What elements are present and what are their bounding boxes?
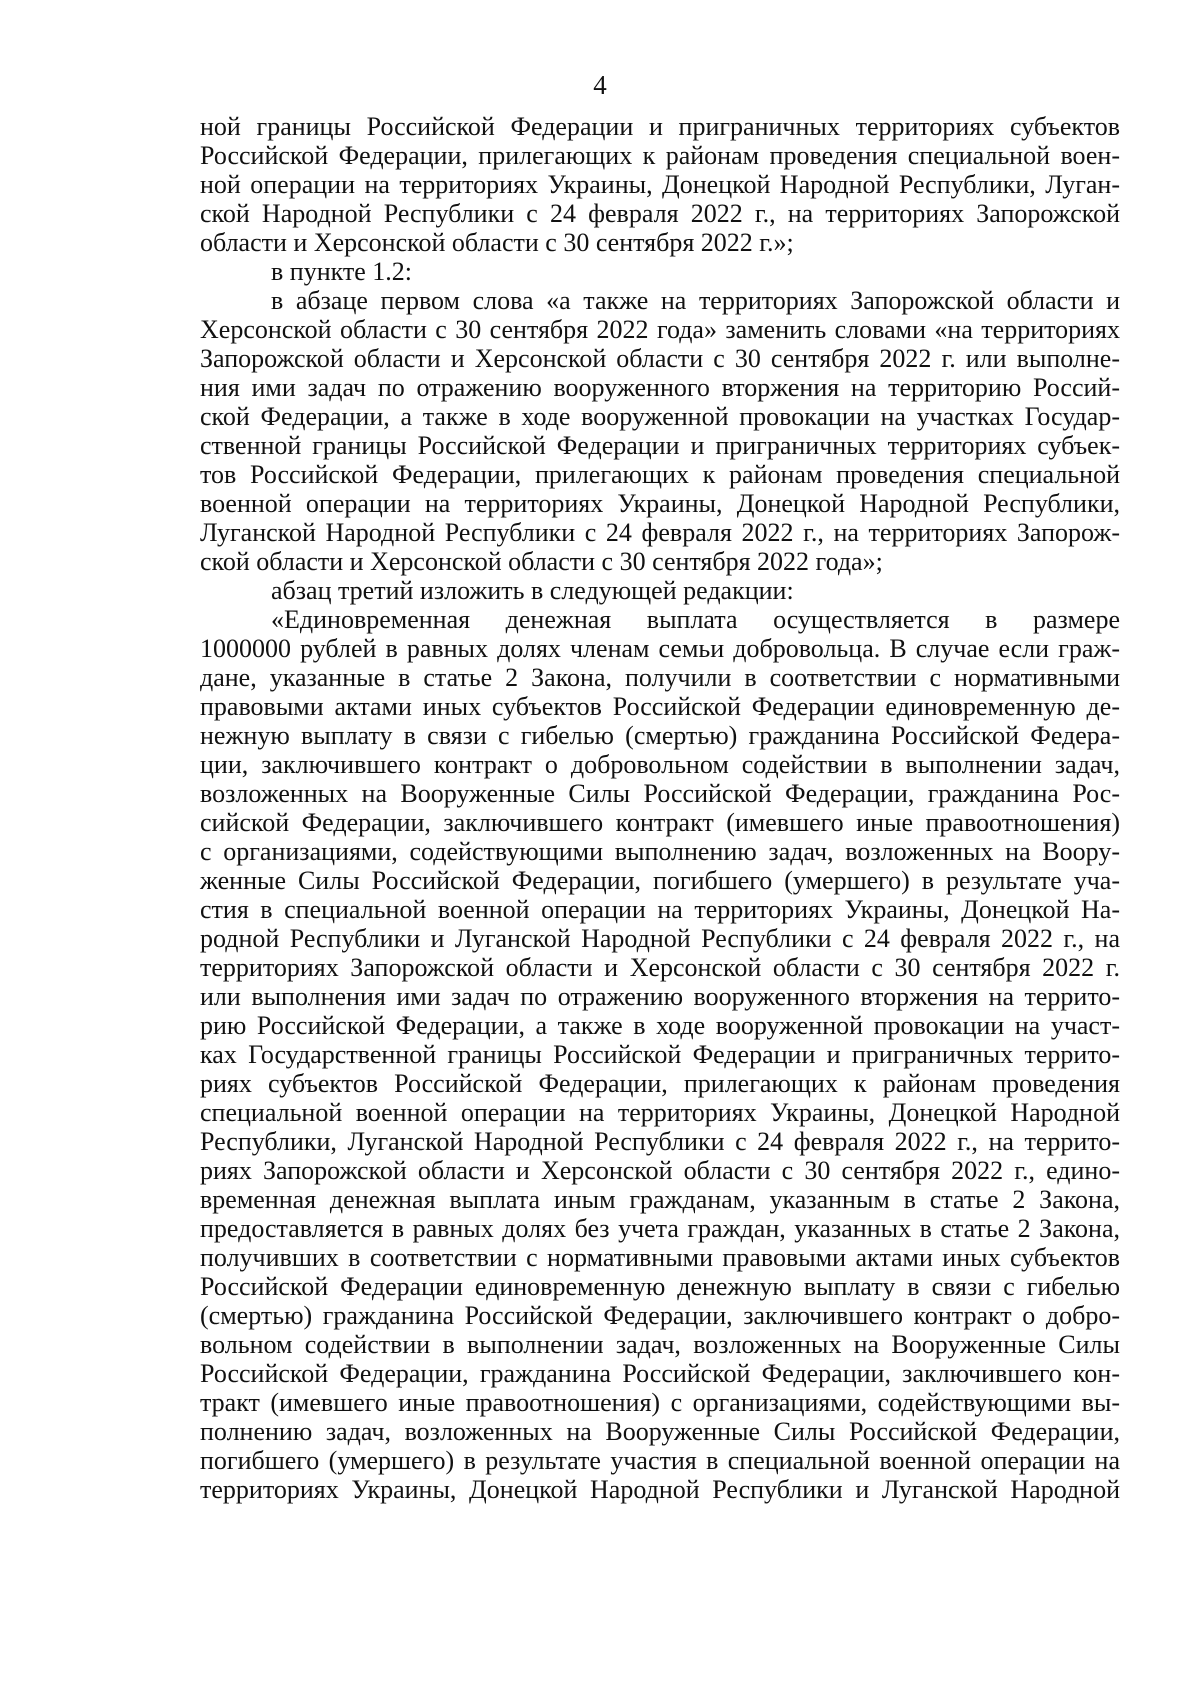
page-number: 4 [593, 70, 607, 100]
text-line: ной границы Российской Федерации и приграничных территориях субъектов [200, 112, 1120, 141]
text-line: области и Херсонской области с 30 сентября 2022 г.»; [200, 228, 794, 257]
text-line: риях Запорожской области и Херсонской области с 30 сентября 2022 г., едино- [200, 1156, 1120, 1185]
text-line: ции, заключившего контракт о добровольном содействии в выполнении задач, [200, 750, 1120, 779]
text-line: (смертью) гражданина Российской Федерации, заключившего контракт о добро- [200, 1301, 1120, 1330]
text-line: Запорожской области и Херсонской области с 30 сентября 2022 г. или выполне- [200, 344, 1120, 373]
text-line: Херсонской области с 30 сентября 2022 года» заменить словами «на территориях [200, 315, 1120, 344]
text-line: погибшего (умершего) в результате участия в специальной военной операции на [200, 1446, 1120, 1475]
text-line: предоставляется в равных долях без учета граждан, указанных в статье 2 Закона, [200, 1214, 1120, 1243]
text-line: рию Российской Федерации, а также в ходе вооруженной провокации на участ- [200, 1011, 1120, 1040]
text-line: 1000000 рублей в равных долях членам семьи добровольца. В случае если граж- [200, 634, 1120, 663]
text-line: Российской Федерации, гражданина Российской Федерации, заключившего кон- [200, 1359, 1120, 1388]
text-line: в пункте 1.2: [271, 257, 413, 286]
document-body [200, 112, 1120, 1504]
text-line: ния ими задач по отражению вооруженного вторжения на территорию Россий- [200, 373, 1120, 402]
text-line: территориях Запорожской области и Херсонской области с 30 сентября 2022 г. [200, 953, 1120, 982]
text-line: специальной военной операции на территориях Украины, Донецкой Народной [200, 1098, 1120, 1127]
text-line: вольном содействии в выполнении задач, возложенных на Вооруженные Силы [200, 1330, 1120, 1359]
text-line: или выполнения ими задач по отражению вооруженного вторжения на террито- [200, 982, 1120, 1011]
text-line: сийской Федерации, заключившего контракт (имевшего иные правоотношения) [200, 808, 1120, 837]
text-line: ной операции на территориях Украины, Донецкой Народной Республики, Луган- [200, 170, 1120, 199]
text-line: ской области и Херсонской области с 30 сентября 2022 года»; [200, 547, 883, 576]
text-line: в абзаце первом слова «а также на территориях Запорожской области и [271, 286, 1120, 315]
text-line: ской Народной Республики с 24 февраля 2022 г., на территориях Запорожской [200, 199, 1120, 228]
text-line: дане, указанные в статье 2 Закона, получили в соответствии с нормативными [200, 663, 1120, 692]
text-line: с организациями, содействующими выполнению задач, возложенных на Воору- [200, 837, 1120, 866]
text-line: абзац третий изложить в следующей редакции: [271, 576, 794, 605]
text-line: получивших в соответствии с нормативными правовыми актами иных субъектов [200, 1243, 1120, 1272]
text-line: стия в специальной военной операции на территориях Украины, Донецкой На- [200, 895, 1120, 924]
text-line: полнению задач, возложенных на Вооруженные Силы Российской Федерации, [200, 1417, 1120, 1446]
text-line: возложенных на Вооруженные Силы Российской Федерации, гражданина Рос- [200, 779, 1120, 808]
text-line: ственной границы Российской Федерации и приграничных территориях субъек- [200, 431, 1120, 460]
text-line: территориях Украины, Донецкой Народной Республики и Луганской Народной [200, 1475, 1120, 1504]
text-line: нежную выплату в связи с гибелью (смертью) гражданина Российской Федера- [200, 721, 1120, 750]
text-line: военной операции на территориях Украины, Донецкой Народной Республики, [200, 489, 1120, 518]
text-line: тов Российской Федерации, прилегающих к районам проведения специальной [200, 460, 1120, 489]
text-line: риях субъектов Российской Федерации, прилегающих к районам проведения [200, 1069, 1120, 1098]
text-line: родной Республики и Луганской Народной Республики с 24 февраля 2022 г., на [200, 924, 1120, 953]
text-line: правовыми актами иных субъектов Российской Федерации единовременную де- [200, 692, 1120, 721]
text-line: «Единовременная денежная выплата осуществляется в размере [271, 605, 1120, 634]
text-line: Республики, Луганской Народной Республики с 24 февраля 2022 г., на террито- [200, 1127, 1120, 1156]
text-line: женные Силы Российской Федерации, погибшего (умершего) в результате уча- [200, 866, 1120, 895]
text-line: тракт (имевшего иные правоотношения) с организациями, содействующими вы- [200, 1388, 1120, 1417]
text-line: Луганской Народной Республики с 24 февраля 2022 г., на территориях Запорож- [200, 518, 1120, 547]
text-line: ской Федерации, а также в ходе вооруженной провокации на участках Государ- [200, 402, 1120, 431]
text-line: Российской Федерации единовременную денежную выплату в связи с гибелью [200, 1272, 1120, 1301]
text-line: Российской Федерации, прилегающих к районам проведения специальной воен- [200, 141, 1120, 170]
text-line: ках Государственной границы Российской Федерации и приграничных террито- [200, 1040, 1120, 1069]
text-line: временная денежная выплата иным гражданам, указанным в статье 2 Закона, [200, 1185, 1120, 1214]
